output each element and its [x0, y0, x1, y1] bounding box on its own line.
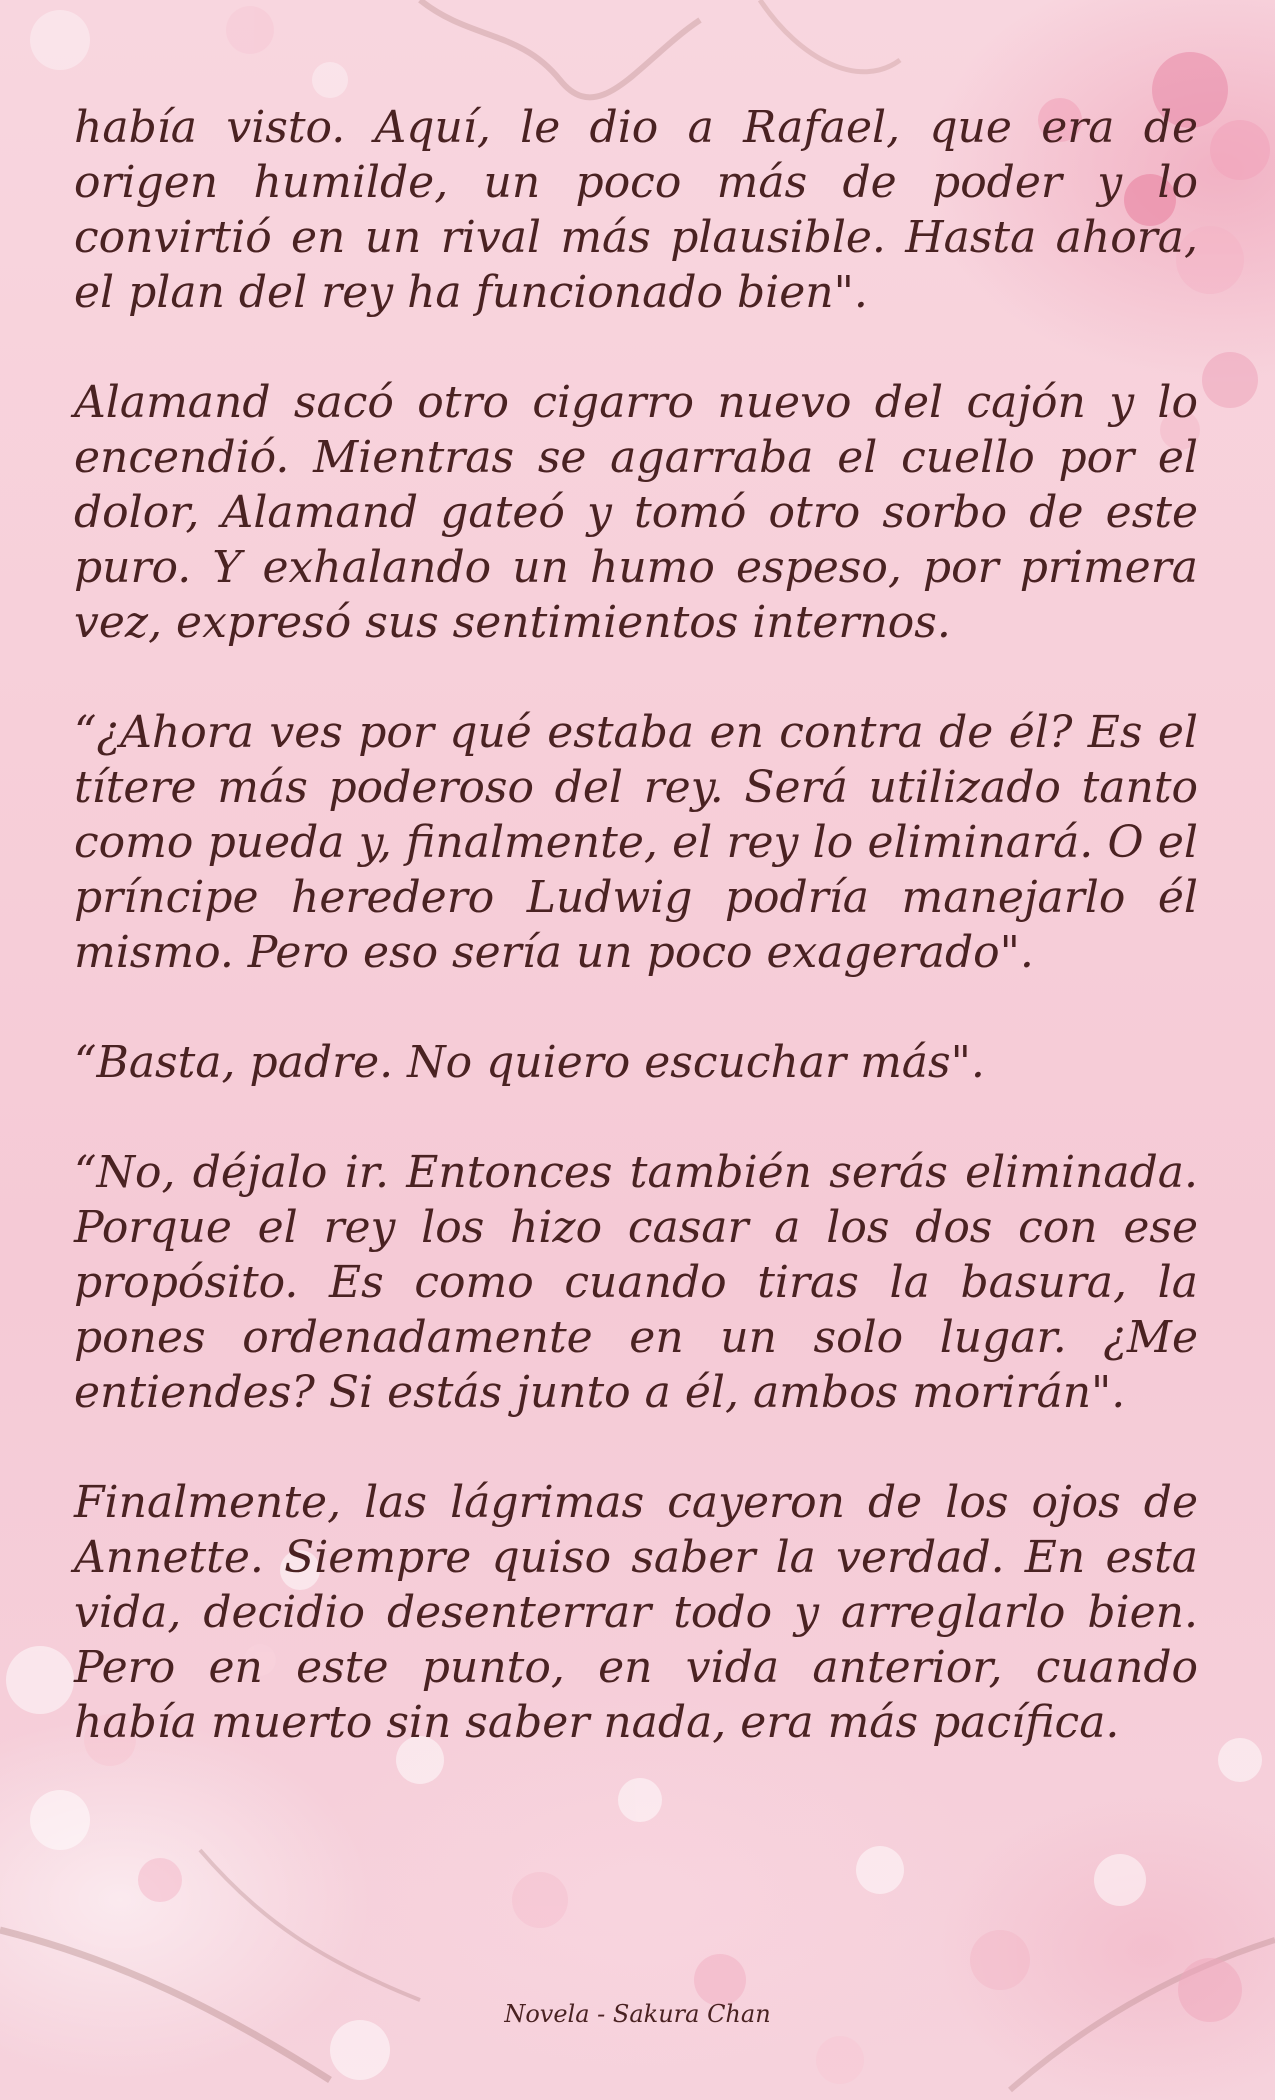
paragraph: “No, déjalo ir. Entonces también serás eliminada. Porque el rey los hizo casar a los dos con ese propósito. Es como cuando tiras la basura, la pones ordenadamente en un solo lugar. ¿Me entiendes? Si estás junto a él, ambos morirán".: [74, 1147, 1198, 1418]
paragraph: había visto. Aquí, le dio a Rafael, que era de origen humilde, un poco más de poder y lo convirtió en un rival más plausible. Hasta ahora, el plan del rey ha funcionado bien".: [74, 102, 1198, 318]
paragraph: Finalmente, las lágrimas cayeron de los ojos de Annette. Siempre quiso saber la verdad. En esta vida, decidio desenterrar todo y arreglarlo bien. Pero en este punto, en vida anterior, cuando había muerto sin saber nada, era más pacífica.: [74, 1477, 1198, 1748]
footer-credit: Novela - Sakura Chan: [504, 2000, 771, 2028]
paragraph: “Basta, padre. No quiero escuchar más".: [74, 1037, 985, 1088]
document-body: [74, 100, 1198, 1805]
paragraph: Alamand sacó otro cigarro nuevo del cajón y lo encendió. Mientras se agarraba el cuello por el dolor, Alamand gateó y tomó otro sorbo de este puro. Y exhalando un humo espeso, por primera vez, expresó sus sentimientos internos.: [74, 377, 1198, 648]
paragraph: “¿Ahora ves por qué estaba en contra de él? Es el títere más poderoso del rey. Será utilizado tanto como pueda y, finalmente, el rey lo eliminará. O el príncipe heredero Ludwig podría manejarlo él mismo. Pero eso sería un poco exagerado".: [74, 707, 1198, 978]
